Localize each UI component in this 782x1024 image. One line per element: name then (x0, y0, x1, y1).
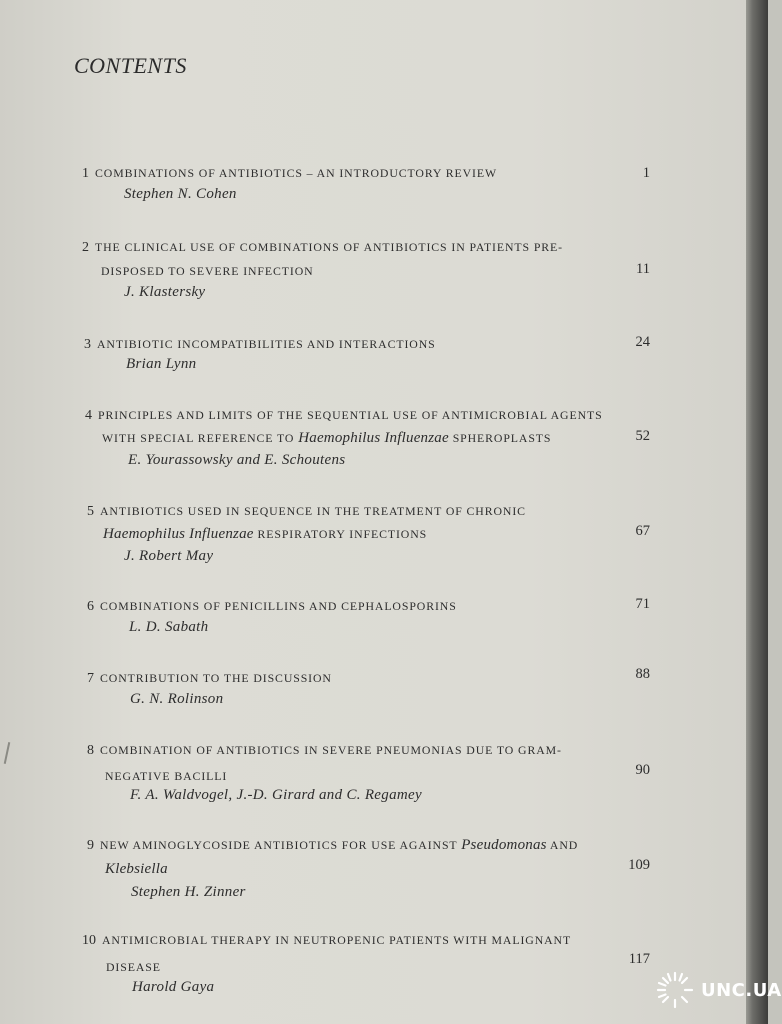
title-text: NEW AMINOGLYCOSIDE ANTIBIOTICS FOR USE AGAINST (100, 838, 462, 852)
toc-entry-title-line (87, 599, 457, 615)
contents-heading: CONTENTS (74, 53, 187, 78)
toc-entry-number: 9 (87, 838, 94, 853)
toc-entry-author: J. Klastersky (124, 284, 206, 300)
toc-entry-page: 90 (635, 762, 650, 778)
toc-entry-number: 8 (87, 743, 94, 758)
toc-entry-number: 7 (87, 671, 94, 686)
toc-entry-page: 11 (636, 261, 650, 277)
toc-entry-title: ANTIBIOTICS USED IN SEQUENCE IN THE TREATMENT OF CHRONIC (100, 504, 526, 518)
page-edge-shadow (746, 0, 768, 1024)
toc-entry-title-line (87, 671, 332, 687)
title-italic-text: Klebsiella (105, 861, 168, 877)
toc-entry-title-line (87, 837, 578, 854)
title-text: RESPIRATORY INFECTIONS (253, 527, 428, 541)
title-text: AND (546, 838, 579, 852)
toc-entry-title-line (87, 743, 562, 759)
toc-entry-page: 52 (635, 428, 650, 444)
starburst-icon (655, 970, 695, 1010)
toc-entry-title-line (82, 240, 563, 256)
toc-entry-title: CONTRIBUTION TO THE DISCUSSION (100, 671, 332, 685)
toc-entry-page: 67 (635, 523, 650, 539)
toc-entry-title-line (103, 526, 427, 543)
watermark (655, 968, 782, 1012)
toc-entry-page: 1 (642, 165, 650, 181)
toc-entry-number: 6 (87, 599, 94, 614)
toc-entry-author: Harold Gaya (132, 979, 215, 995)
toc-entry-title-line (87, 504, 526, 520)
toc-entry-number: 3 (84, 337, 91, 352)
toc-entry-author: J. Robert May (124, 548, 214, 564)
title-italic-text: Haemophilus Influenzae (298, 430, 449, 446)
toc-entry-title-line: DISEASE (106, 960, 161, 974)
toc-entry-title-line (85, 408, 603, 424)
title-text: SPHEROPLASTS (448, 431, 552, 445)
toc-entry-title: COMBINATIONS OF PENICILLINS AND CEPHALOSPORINS (100, 599, 457, 613)
toc-entry-title: COMBINATIONS OF ANTIBIOTICS – AN INTRODUCTORY REVIEW (95, 166, 498, 180)
toc-entry-page: 109 (628, 857, 650, 873)
toc-entry-number: 4 (85, 408, 92, 423)
toc-entry-title-line (82, 166, 497, 182)
title-italic-text: Pseudomonas (461, 837, 547, 853)
toc-entry-author: Brian Lynn (126, 356, 197, 372)
toc-entry-title: ANTIBIOTIC INCOMPATIBILITIES AND INTERACTIONS (97, 337, 436, 351)
toc-entry-title: PRINCIPLES AND LIMITS OF THE SEQUENTIAL USE OF ANTIMICROBIAL AGENTS (98, 408, 603, 422)
title-text: WITH SPECIAL REFERENCE TO (102, 431, 299, 445)
toc-entry-author: Stephen N. Cohen (124, 186, 237, 202)
toc-entry-title: COMBINATION OF ANTIBIOTICS IN SEVERE PNEUMONIAS DUE TO GRAM- (100, 743, 562, 757)
toc-entry-page: 24 (635, 334, 650, 350)
toc-entry-number: 1 (82, 166, 89, 181)
toc-entry-page: 88 (635, 666, 650, 682)
toc-entry-page: 117 (628, 951, 650, 967)
toc-entry-author: L. D. Sabath (129, 619, 209, 635)
title-italic-text: Haemophilus Influenzae (103, 526, 254, 542)
toc-entry-title-line (82, 933, 571, 949)
toc-entry-number: 2 (82, 240, 89, 255)
toc-entry-page: 71 (635, 596, 650, 612)
toc-entry-title-line (102, 430, 551, 447)
toc-entry-number: 5 (87, 504, 94, 519)
toc-entry-author: G. N. Rolinson (130, 691, 224, 707)
toc-entry-title: ANTIMICROBIAL THERAPY IN NEUTROPENIC PATIENTS WITH MALIGNANT (102, 933, 572, 947)
toc-entry-title-line (84, 337, 436, 353)
toc-entry-author: Stephen H. Zinner (131, 884, 246, 900)
toc-entry-number: 10 (82, 933, 96, 948)
toc-entry-title-line: NEGATIVE BACILLI (105, 769, 228, 783)
toc-entry-author: F. A. Waldvogel, J.-D. Girard and C. Regamey (130, 787, 422, 803)
toc-entry-title-line (105, 861, 168, 878)
toc-entry-author: E. Yourassowsky and E. Schoutens (128, 452, 346, 468)
page-mark (4, 742, 11, 764)
watermark-text: UNC.UA (701, 979, 782, 1001)
toc-entry-title: THE CLINICAL USE OF COMBINATIONS OF ANTIBIOTICS IN PATIENTS PRE- (95, 240, 563, 254)
toc-entry-title-line: DISPOSED TO SEVERE INFECTION (101, 264, 314, 278)
